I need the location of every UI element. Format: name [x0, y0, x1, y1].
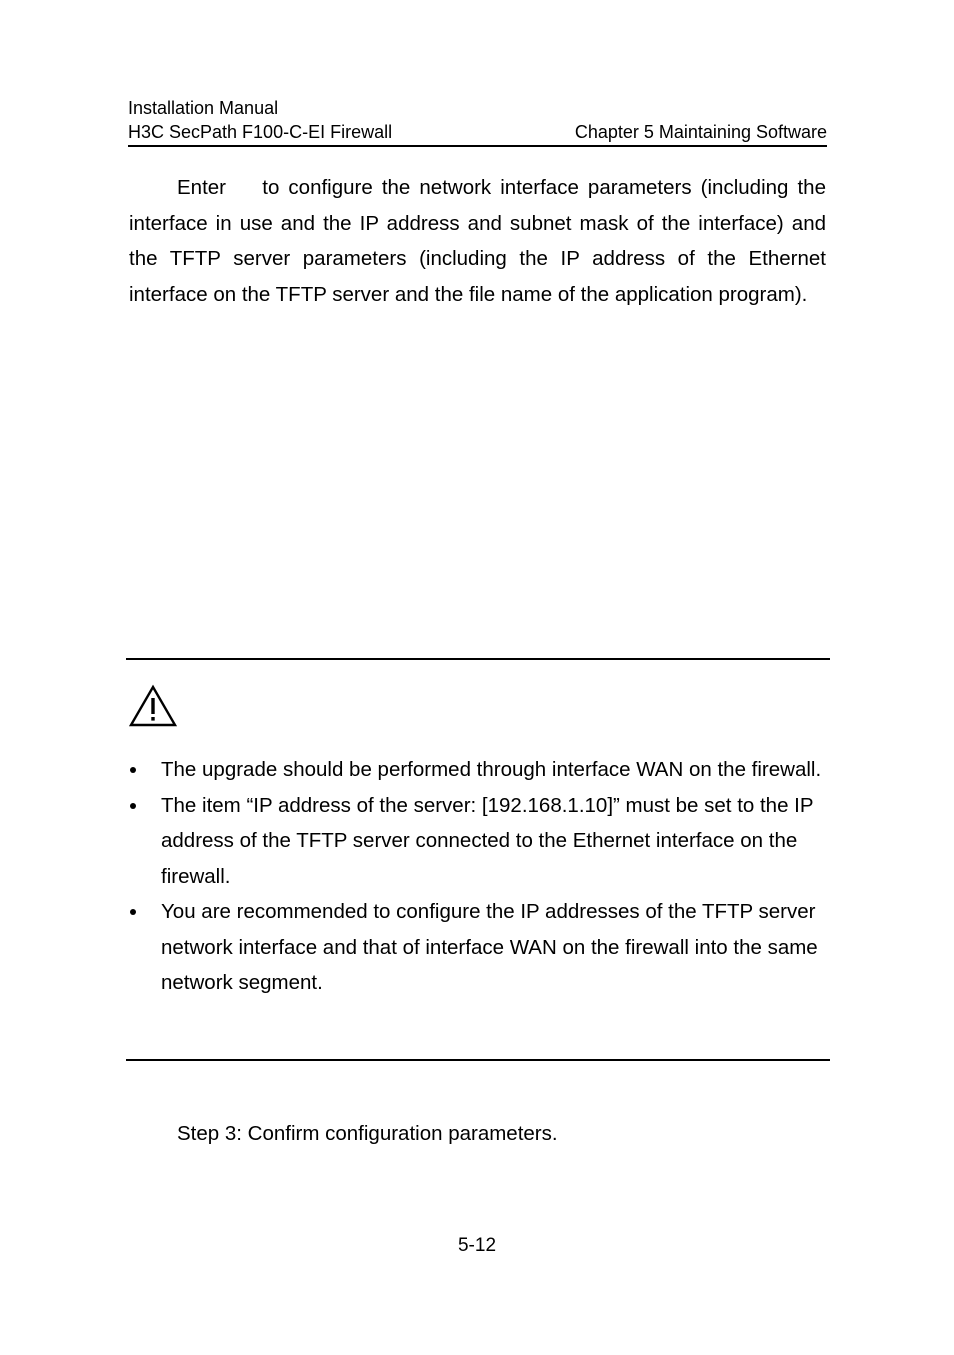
bullet-icon [130, 767, 136, 773]
header-second-line [128, 120, 827, 144]
list-item-text: The upgrade should be performed through interface WAN on the firewall. [161, 758, 822, 781]
bullet-icon [130, 803, 136, 809]
header-manual-title: Installation Manual [128, 98, 279, 118]
header-chapter: Chapter 5 Maintaining Software [574, 122, 827, 142]
list-item-text: The item “IP address of the server: [192.168.1.10]” must be set to the IP address of the TFTP server connected to the Ethernet interface on the firewall. [161, 793, 814, 888]
list-item-text: You are recommended to configure the IP addresses of the TFTP server network interface and that of interface WAN on the firewall into the same network segment. [161, 900, 818, 994]
page-number: 5-12 [457, 1235, 497, 1256]
caution-list [129, 752, 829, 1001]
warning-triangle-icon [128, 684, 178, 728]
bullet-icon [130, 909, 136, 915]
intro-paragraph: Enter to configure the network interface parameters (including the interface in use and the IP address and subnet mask of the interface) and the TFTP server parameters (including the IP address of the Ethernet interface on the TFTP server and the file name of the application program). [129, 176, 832, 306]
header-product: H3C SecPath F100-C-EI Firewall [128, 122, 393, 142]
page-header [128, 96, 827, 147]
list-item [129, 788, 829, 895]
caution-bottom-rule [126, 1059, 830, 1061]
step-text: Step 3: Confirm configuration parameters. [177, 1122, 558, 1145]
list-item [129, 894, 829, 1001]
list-item [129, 752, 829, 788]
caution-top-rule [126, 658, 830, 660]
